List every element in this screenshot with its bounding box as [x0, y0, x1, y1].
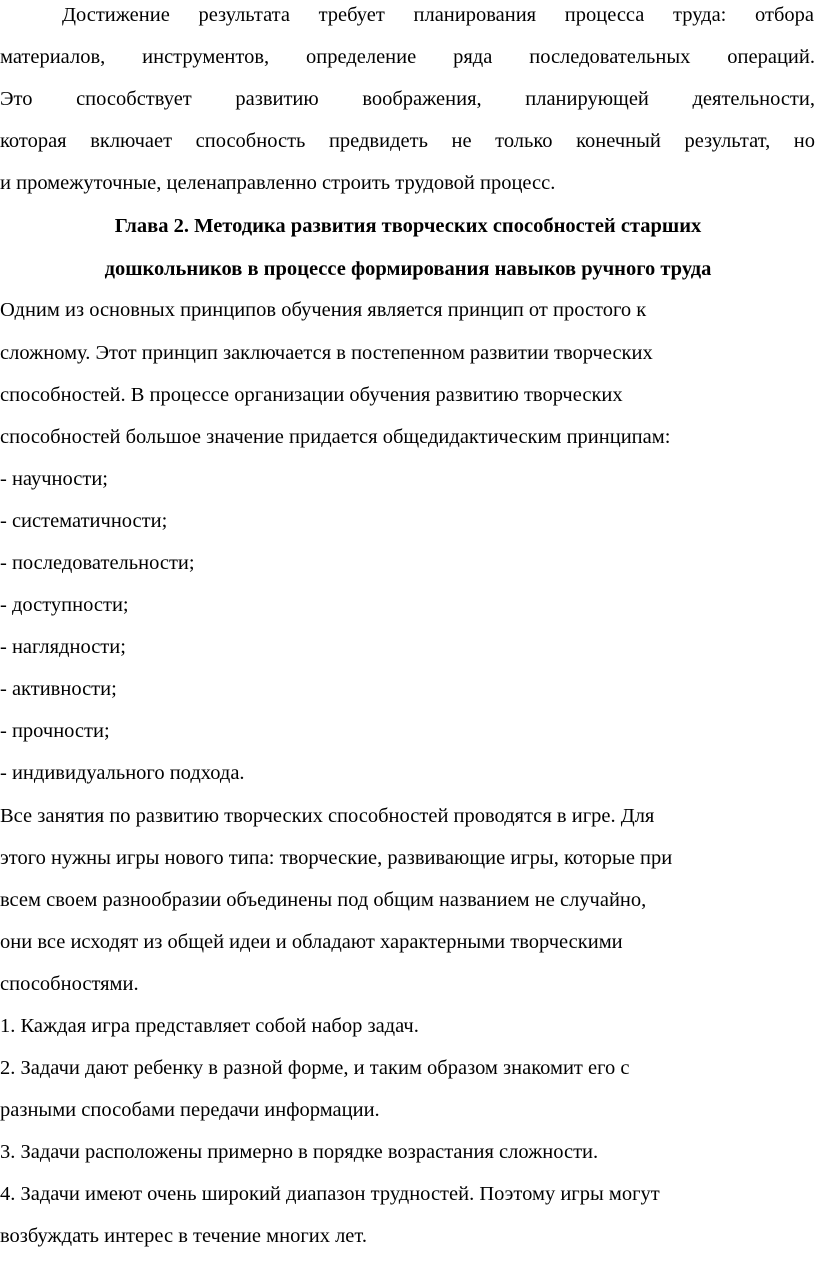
- paragraph-line: Достижение результата требует планирования процесса труда: отбора: [62, 4, 814, 26]
- paragraph-line: они все исходят из общей идеи и обладают характерными творческими: [0, 931, 623, 953]
- list-item: - последовательности;: [0, 552, 195, 574]
- paragraph-line: всем своем разнообразии объединены под общим названием не случайно,: [0, 889, 647, 911]
- list-item: - научности;: [0, 468, 108, 490]
- numbered-item: 3. Задачи расположены примерно в порядке возрастания сложности.: [0, 1141, 599, 1163]
- chapter-title-line: дошкольников в процессе формирования навыков ручного труда: [104, 258, 712, 280]
- list-item: - доступности;: [0, 594, 129, 616]
- numbered-item-continuation: возбуждать интерес в течение многих лет.: [0, 1225, 367, 1247]
- paragraph-line: Все занятия по развитию творческих способностей проводятся в игре. Для: [0, 805, 655, 827]
- paragraph-line: способностей. В процессе организации обучения развитию творческих: [0, 384, 623, 406]
- paragraph-line: Это способствует развитию воображения, планирующей деятельности,: [0, 88, 815, 110]
- list-item: - активности;: [0, 678, 117, 700]
- paragraph-line: способностями.: [0, 973, 139, 995]
- paragraph-line: которая включает способность предвидеть не только конечный результат, но: [0, 130, 815, 152]
- numbered-item: 2. Задачи дают ребенку в разной форме, и таким образом знакомит его с: [0, 1057, 630, 1079]
- paragraph-line: этого нужны игры нового типа: творческие, развивающие игры, которые при: [0, 847, 673, 869]
- paragraph-line: сложному. Этот принцип заключается в постепенном развитии творческих: [0, 342, 653, 364]
- paragraph-line: и промежуточные, целенаправленно строить трудовой процесс.: [0, 172, 556, 194]
- paragraph-line: Одним из основных принципов обучения является принцип от простого к: [0, 299, 647, 321]
- list-item: - прочности;: [0, 720, 110, 742]
- paragraph-line: способностей большое значение придается общедидактическим принципам:: [0, 426, 671, 448]
- numbered-item: 4. Задачи имеют очень широкий диапазон трудностей. Поэтому игры могут: [0, 1183, 660, 1205]
- list-item: - наглядности;: [0, 636, 126, 658]
- chapter-title-line: Глава 2. Методика развития творческих способностей старших: [114, 215, 702, 237]
- list-item: - систематичности;: [0, 510, 168, 532]
- numbered-item-continuation: разными способами передачи информации.: [0, 1099, 380, 1121]
- numbered-item: 1. Каждая игра представляет собой набор задач.: [0, 1015, 419, 1037]
- paragraph-line: материалов, инструментов, определение ряда последовательных операций.: [0, 46, 815, 68]
- list-item: - индивидуального подхода.: [0, 762, 245, 784]
